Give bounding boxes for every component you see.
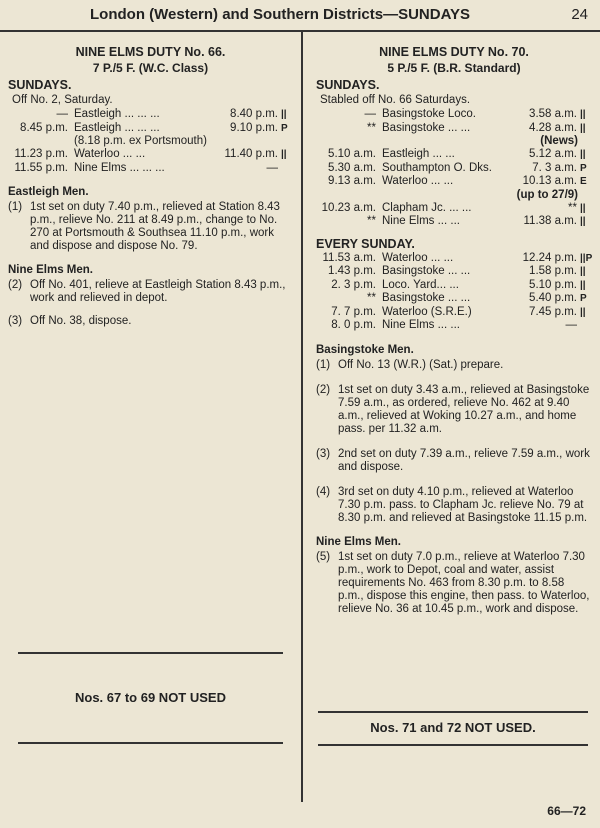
time-cell: 8.45 p.m.: [20, 121, 68, 134]
row-note: (8.18 p.m. ex Portsmouth): [74, 135, 207, 147]
crew-heading: Basingstoke Men.: [316, 343, 414, 356]
schedule-table: [316, 108, 592, 229]
marker-cell: P: [281, 122, 288, 134]
note-text: Off No. 13 (W.R.) (Sat.) prepare.: [338, 358, 504, 371]
schedule-row: [316, 319, 592, 333]
marker-cell: ||: [580, 216, 586, 227]
left-bottom-rule-2: [18, 742, 283, 744]
schedule-row: [316, 215, 592, 229]
place-cell: Basingstoke ... ...: [382, 121, 471, 134]
time-cell: 11.40 p.m.: [224, 148, 278, 160]
right-bottom-rule-1: [318, 711, 588, 713]
note-text: 2nd set on duty 7.39 a.m., relieve 7.59 a.m., work and dispose.: [338, 447, 590, 473]
schedule-row: [316, 265, 592, 279]
marker-cell: ||P: [580, 252, 593, 264]
note-text: Off No. 401, relieve at Eastleigh Station 8.43 p.m., work and relieved in depot.: [30, 279, 286, 304]
note-text: 3rd set on duty 4.10 p.m., relieved at Waterloo 7.30 p.m. pass. to Clapham Jc. relieve No. 79 at 8.30 p.m. and relieved at Basingstoke 11.15 p.m.: [338, 485, 588, 524]
schedule-row: [8, 108, 293, 122]
schedule-row: [316, 279, 592, 293]
stabling-note: Off No. 2, Saturday.: [12, 94, 113, 106]
marker-cell: ||: [580, 266, 586, 277]
time-cell: 11.23 p.m.: [14, 148, 68, 160]
left-column: [8, 44, 293, 328]
schedule-row: [8, 162, 293, 176]
time-cell: —: [266, 161, 278, 174]
place-cell: Eastleigh ... ... ...: [74, 108, 160, 120]
not-used-note-right: Nos. 71 and 72 NOT USED.: [370, 720, 536, 735]
marker-cell: ||: [580, 149, 586, 160]
row-note: (up to 27/9): [516, 188, 578, 201]
right-bottom-rule-2: [318, 744, 588, 746]
time-cell: 5.12 a.m.: [529, 148, 577, 160]
time-cell: 10.23 a.m.: [321, 201, 376, 214]
place-cell: Clapham Jc. ... ...: [382, 201, 472, 214]
crew-note: [316, 448, 592, 474]
place-cell: Waterloo ... ...: [382, 175, 454, 187]
row-note: (News): [540, 135, 578, 147]
time-cell: 7. 3 a.m.: [532, 161, 577, 174]
schedule-row: [316, 108, 592, 122]
engine-class: 7 P./5 F. (W.C. Class): [92, 61, 209, 75]
time-cell: —: [364, 108, 376, 120]
note-number: (2): [8, 279, 23, 291]
time-cell: 10.13 a.m.: [522, 175, 577, 187]
schedule-row: [316, 292, 592, 306]
place-cell: Nine Elms ... ... ...: [74, 161, 165, 174]
time-cell: 7.45 p.m.: [529, 305, 577, 318]
place-cell: Waterloo ... ...: [74, 148, 146, 160]
place-cell: Waterloo ... ...: [382, 251, 454, 264]
schedule-row: [316, 122, 592, 136]
place-cell: Southampton O. Dks.: [382, 161, 492, 174]
time-cell: 11.55 p.m.: [14, 161, 68, 174]
time-cell: 5.30 a.m.: [328, 161, 376, 174]
time-cell: **: [568, 201, 577, 214]
note-number: (3): [8, 315, 23, 327]
time-cell: 7. 7 p.m.: [331, 305, 376, 318]
marker-cell: P: [580, 293, 587, 304]
marker-cell: P: [580, 162, 587, 174]
marker-cell: E: [580, 176, 587, 187]
note-text: Off No. 38, dispose.: [30, 315, 132, 327]
place-cell: Loco. Yard... ...: [382, 278, 459, 291]
schedule-table-2: [316, 252, 592, 333]
note-number: (1): [316, 358, 331, 371]
day-heading-2: EVERY SUNDAY.: [316, 236, 415, 251]
place-cell: Basingstoke ... ...: [382, 265, 471, 277]
page-range: 66—72: [547, 804, 586, 818]
crew-notes: [8, 185, 293, 328]
time-cell: 4.28 a.m.: [529, 121, 577, 134]
place-cell: Nine Elms ... ...: [382, 319, 460, 331]
note-text: 1st set on duty 7.40 p.m., relieved at Station 8.43 p.m., relieve No. 211 at 8.49 p.m., change to No. 270 at Portsmouth & Southsea 11.10 p.m., work and dispose and dispose No. 79.: [30, 201, 280, 252]
crew-note: [8, 201, 293, 253]
crew-heading: Nine Elms Men.: [316, 535, 401, 548]
marker-cell: ||: [580, 306, 586, 318]
marker-cell: ||: [281, 109, 287, 120]
not-used-note-left: Nos. 67 to 69 NOT USED: [75, 690, 226, 705]
note-number: (4): [316, 485, 331, 498]
schedule-table: [8, 108, 293, 175]
time-cell: —: [56, 108, 68, 120]
place-cell: Nine Elms ... ...: [382, 215, 460, 227]
note-number: (1): [8, 201, 23, 213]
time-cell: 5.10 a.m.: [328, 148, 376, 160]
column-divider: [301, 32, 303, 802]
note-text: 1st set on duty 3.43 a.m., relieved at Basingstoke 7.59 a.m., as ordered, relieve No. 462 at 9.40 a.m., relieved at Woking 10.27 a.m., and home pass. per 11.32 a.m.: [338, 383, 590, 435]
time-cell: 5.10 p.m.: [529, 278, 577, 291]
schedule-row: [316, 202, 592, 216]
crew-note: [8, 279, 293, 305]
time-cell: 8.40 p.m.: [230, 108, 278, 120]
time-cell: —: [565, 319, 577, 331]
crew-note: [316, 384, 592, 436]
note-number: (5): [316, 550, 331, 563]
crew-heading: Nine Elms Men.: [8, 264, 93, 276]
duty-title: NINE ELMS DUTY No. 70.: [379, 45, 529, 59]
time-cell: 9.13 a.m.: [328, 175, 376, 187]
note-number: (3): [316, 447, 331, 460]
header-rule: [0, 30, 600, 32]
schedule-row: [316, 306, 592, 320]
crew-note: [8, 315, 293, 328]
time-cell: 1.58 p.m.: [529, 265, 577, 277]
note-number: (2): [316, 383, 331, 396]
time-cell: 5.40 p.m.: [529, 292, 577, 304]
time-cell: **: [367, 121, 376, 134]
place-cell: Eastleigh ... ...: [382, 148, 455, 160]
page-title: London (Western) and Southern Districts—SUNDAYS: [90, 6, 471, 23]
note-text: 1st set on duty 7.0 p.m., relieve at Waterloo 7.30 p.m., work to Depot, coal and water, assist requirements No. 463 from 8.30 p.m. to 8.58 p.m., dispose this engine, then pass. to Waterloo, relieve No. 36 at 10.45 p.m., work and dispose.: [338, 550, 590, 615]
schedule-row: [8, 122, 293, 136]
crew-note: [316, 551, 592, 616]
schedule-row: [316, 252, 592, 266]
time-cell: 3.58 a.m.: [529, 108, 577, 120]
right-column: [316, 44, 592, 616]
marker-cell: ||: [580, 279, 586, 291]
page-header: [0, 6, 600, 28]
place-cell: Eastleigh ... ... ...: [74, 121, 160, 134]
time-cell: 1.43 p.m.: [328, 265, 376, 277]
time-cell: 2. 3 p.m.: [331, 278, 376, 291]
marker-cell: ||: [580, 109, 586, 120]
crew-note: [316, 359, 592, 372]
time-cell: 8. 0 p.m.: [331, 319, 376, 331]
schedule-row: [316, 162, 592, 176]
time-cell: 11.38 a.m.: [523, 215, 577, 227]
time-cell: **: [367, 215, 376, 227]
page-number: 24: [571, 6, 588, 23]
time-cell: **: [367, 292, 376, 304]
marker-cell: ||: [281, 149, 287, 160]
duty-title: NINE ELMS DUTY No. 66.: [75, 45, 226, 59]
day-heading: SUNDAYS.: [316, 78, 380, 92]
crew-notes: [316, 343, 592, 616]
crew-note: [316, 486, 592, 525]
crew-heading: Eastleigh Men.: [8, 186, 89, 198]
time-cell: 11.53 a.m.: [322, 251, 376, 264]
time-cell: 12.24 p.m.: [522, 251, 577, 264]
schedule-row: [316, 175, 592, 189]
marker-cell: ||: [580, 122, 586, 134]
place-cell: Waterloo (S.R.E.): [382, 305, 472, 318]
schedule-row: [8, 148, 293, 162]
left-bottom-rule-1: [18, 652, 283, 654]
time-cell: 9.10 p.m.: [230, 121, 278, 134]
day-heading: SUNDAYS.: [8, 78, 72, 92]
engine-class: 5 P./5 F. (B.R. Standard): [387, 61, 521, 75]
schedule-row: [316, 148, 592, 162]
marker-cell: ||: [580, 202, 586, 214]
place-cell: Basingstoke ... ...: [382, 292, 471, 304]
place-cell: Basingstoke Loco.: [382, 108, 476, 120]
stabling-note: Stabled off No. 66 Saturdays.: [320, 94, 471, 106]
